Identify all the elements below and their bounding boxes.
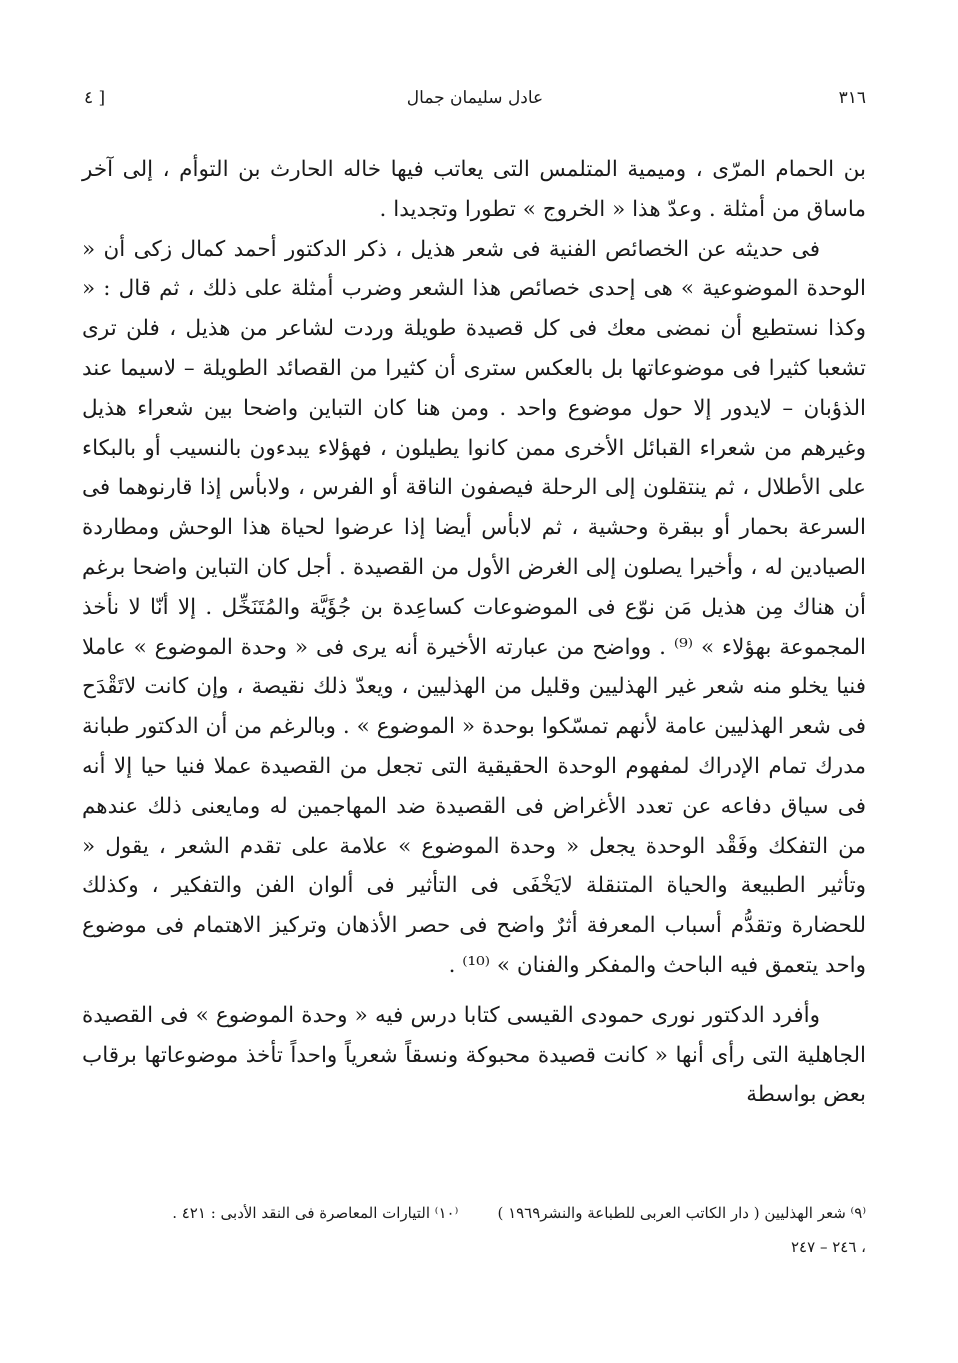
paragraph: فى حديثه عن الخصائص الفنية فى شعر هذيل ، ذكر الدكتور أحمد كمال زكى أن « الوحدة الموضوعية » هى إحدى خصائص هذا الشعر وضرب أمثلة على ذلك ، ثم قال : « وكذا نستطيع أن نمضى معك فى كل قصيدة طويلة وردت لشاعر من هذيل ، فلن ترى تشعبا كثيرا فى موضوعاتها بل بالعكس سترى أن كثيرا من القصائد الطويلة – لاسيما عند الذؤبان – لايدور إلا حول موضوع واحد . ومن هنا كان التباين واضحا بين شعراء هذيل وغيرهم من شعراء القبائل الأخرى ممن كانوا يطيلون ، فهؤلاء يبدءون بالنسيب أو بالبكاء على الأطلال ، ثم ينتقلون إلى الرحلة فيصفون الناقة أو الفرس ، ولابأس إذا قارنوهما فى السرعة بحمار أو ببقرة وحشية ، ثم لابأس أيضا إذا عرضوا لحياة هذا الوحش ومطاردة الصيادين له ، وأخيرا يصلون إلى الغرض الأول من القصيدة . أجل كان التباين واضحا برغم أن هناك مِن هذيل مَن نوّع فى الموضوعات كساعِدة بن جُؤَيَّة والمُتَنَخِّل . إلا أنّا لا نأخذ المجموعة بهؤلاء » ⁽⁹⁾ . وواضح من عبارته الأخيرة أنه يرى فى « وحدة الموضوع » عاملا فنيا يخلو منه شعر غير الهذليين وقليل من الهذليين ، ويعدّ ذلك نقيصة ، وإن كانت لاتَقْدَح فى شعر الهذليين عامة لأنهم تمسّكوا بوحدة « الموضوع » . وبالرغم من أن الدكتور طبانة مدرك تمام الإدراك لمفهوم الوحدة الحقيقية التى تجعل من القصيدة عملا فنيا حيا إلا أنه فى سياق دفاعه عن تعدد الأغراض فى القصيدة ضد المهاجمين له ومايعنى ذلك عندهم من التفكك وفَقْد الوحدة يجعل « وحدة الموضوع » علامة على تقدم الشعر ، يقول « وتأثير الطبيعة والحياة المتنقلة لايَخْفَى فى التأثير فى ألوان الفن والتفكير ، وكذلك للحضارة وتقدُّم أسباب المعرفة أثرٌ واضح فى حصر الأذهان وتركيز الاهتمام فى موضوع واحد يتعمق فيه الباحث والمفكر والفنان » ⁽¹⁰⁾ . — [82, 236, 866, 978]
footnote-9: ⁽٩⁾ شعر الهذليين ( دار الكاتب العربى للطباعة والنشر١٩٦٩ ) ، ٢٤٦ – ٢٤٧ — [497, 1204, 866, 1256]
section-marker: [ ٤ — [84, 88, 106, 108]
paragraph: وأفرد الدكتور نورى حمودى القيسى كتابا درس فيه « وحدة الموضوع » فى القصيدة الجاهلية التى رأى أنها « كانت قصيدة محبوكة ونسقاً شعرياً واحداً تأخذ موضوعاتها برقاب بعض بواسطة — [82, 1002, 866, 1108]
page-number: ٣١٦ — [838, 88, 866, 108]
body-text — [82, 150, 866, 1115]
paragraph: بن الحمام المرّى ، وميمية المتلمس التى يعاتب فيها خاله الحارث بن التوأم ، إلى آخر ماساق من أمثلة . وعدّ هذا « الخروج » تطورا وتجديدا . — [82, 157, 866, 222]
running-title: عادل سليمان جمال — [406, 88, 544, 108]
footnotes — [82, 1196, 866, 1264]
page-header — [84, 88, 866, 118]
footnote-10: ⁽١٠⁾ التيارات المعاصرة فى النقد الأدبى : ٤٢١ . — [172, 1204, 459, 1222]
